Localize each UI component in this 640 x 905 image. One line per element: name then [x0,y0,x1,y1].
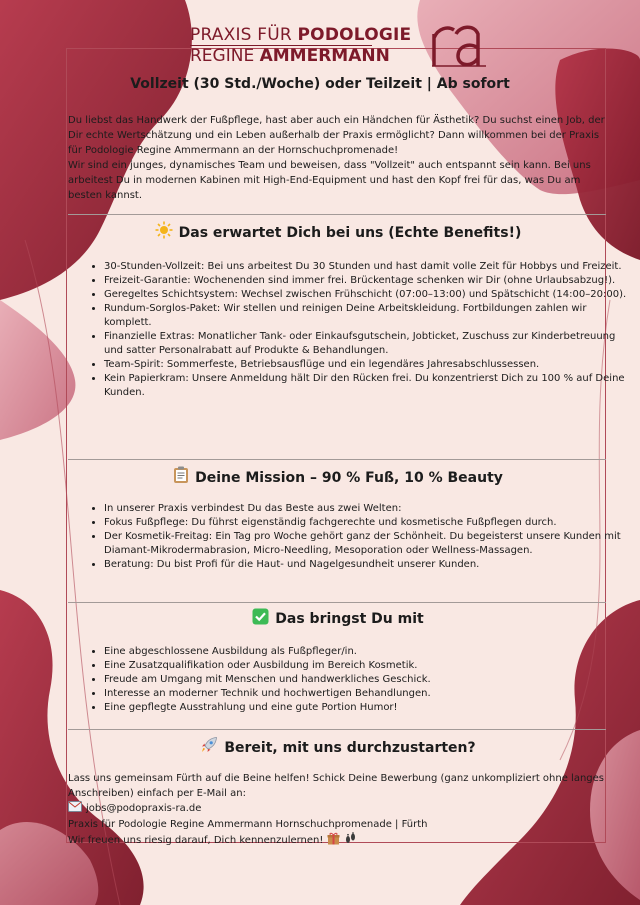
list-item: • Eine Zusatzqualifikation oder Ausbildung im Bereich Kosmetik. [104,659,628,673]
list-item: • In unserer Praxis verbindest Du das Beste aus zwei Welten: [104,502,628,516]
logo-line-1: PRAXIS FÜR PODOLOGIE [190,25,412,45]
job-headline: Vollzeit (30 Std./Woche) oder Teilzeit | Ab sofort [130,76,510,92]
intro-text [68,113,608,203]
list-item: • Beratung: Du bist Profi für die Haut- und Nagelgesundheit unserer Kunden. [104,558,628,572]
mission-list [82,502,628,572]
list-item: • Kein Papierkram: Unsere Anmeldung hält Dir den Rücken frei. Du konzentrierst Dich zu 100 % auf Deine Kunden. [104,372,628,400]
email-icon [68,801,82,818]
section-divider [68,214,606,215]
benefits-list [82,260,628,400]
email-link[interactable]: jobs@podopraxis-ra.de [86,803,202,814]
closing-paragraph: Lass uns gemeinsam Fürth auf die Beine helfen! Schick Deine Bewerbung (ganz unkompliziert ohne langes Anschreiben) einfach per E-Mail an: [68,773,604,799]
benefits-title: Das erwartet Dich bei uns (Echte Benefits!) [68,221,608,243]
requirements-title: Das bringst Du mit [68,608,608,629]
check-icon [252,608,269,629]
list-item: • Eine gepflegte Ausstrahlung und eine gute Portion Humor! [104,701,628,715]
cta-title: Bereit, mit uns durchzustarten? [68,736,608,758]
list-item: • Eine abgeschlossene Ausbildung als Fußpfleger/in. [104,645,628,659]
clipboard-icon [173,466,189,488]
list-item: • Team-Spirit: Sommerfeste, Betriebsausflüge und ein legendäres Jahresabschlussessen. [104,358,628,372]
list-item: • Geregeltes Schichtsystem: Wechsel zwischen Frühschicht (07:00–13:00) und Spätschicht (14:00–20:00). [104,288,628,302]
practice-logo [190,26,411,65]
signoff-text: Wir freuen uns riesig darauf, Dich kennenzulernen! [68,835,324,846]
list-item: • 30-Stunden-Vollzeit: Bei uns arbeitest Du 30 Stunden und hast damit volle Zeit für Hobbys und Freizeit. [104,260,628,274]
section-divider [68,459,606,460]
address-line: Praxis für Podologie Regine Ammermann Hornschuchpromenade | Fürth [68,818,428,830]
list-item: • Finanzielle Extras: Monatlicher Tank- oder Einkaufsgutschein, Jobticket, Zuschuss zur Kinderbetreuung und satter Personalrabatt auf Produkte & Behandlungen. [104,330,628,358]
closing-text [68,772,608,851]
gift-icon [327,832,340,851]
intro-paragraph: Du liebst das Handwerk der Fußpflege, hast aber auch ein Händchen für Ästhetik? Du suchst einen Job, der Dir echte Wertschätzung und ein Leben außerhalb der Praxis ermöglicht? Dann willkommen bei der Praxis für Podologie Regine Ammermann an der Hornschuchpromenade! [68,115,605,156]
email-row [68,801,608,818]
footprints-icon [344,832,357,851]
requirements-list [82,645,628,715]
mission-title: Deine Mission – 90 % Fuß, 10 % Beauty [68,466,608,488]
list-item: • Rundum-Sorglos-Paket: Wir stellen und reinigen Deine Arbeitskleidung. Fortbildungen zahlen wir komplett. [104,302,628,330]
section-divider [68,602,606,603]
signoff-row [68,832,608,851]
list-item: • Interesse an moderner Technik und hochwertigen Behandlungen. [104,687,628,701]
sun-icon [155,221,173,243]
intro-paragraph: Wir sind ein junges, dynamisches Team und beweisen, dass "Vollzeit" auch entspannt sein kann. Bei uns arbeitest Du in modernen Kabinen mit High-End-Equipment und hast den Kopf frei für das, was Du am besten kannst. [68,160,591,201]
rocket-icon [200,736,218,758]
logo-line-2: REGINE AMMERMANN [190,46,390,66]
list-item: • Freude am Umgang mit Menschen und handwerkliches Geschick. [104,673,628,687]
list-item: • Freizeit-Garantie: Wochenenden sind immer frei. Brückentage schenken wir Dir (ohne Urlaubsabzug!). [104,274,628,288]
section-divider [68,729,606,730]
list-item: • Fokus Fußpflege: Du führst eigenständig fachgerechte und kosmetische Fußpflegen durch. [104,516,628,530]
logo-monogram-icon [430,20,488,68]
list-item: • Der Kosmetik-Freitag: Ein Tag pro Woche gehört ganz der Schönheit. Du begeisterst unsere Kunden mit Diamant-Mikrodermabrasion, Micro-Needling, Mesoporation oder Wellness-Massagen. [104,530,628,558]
